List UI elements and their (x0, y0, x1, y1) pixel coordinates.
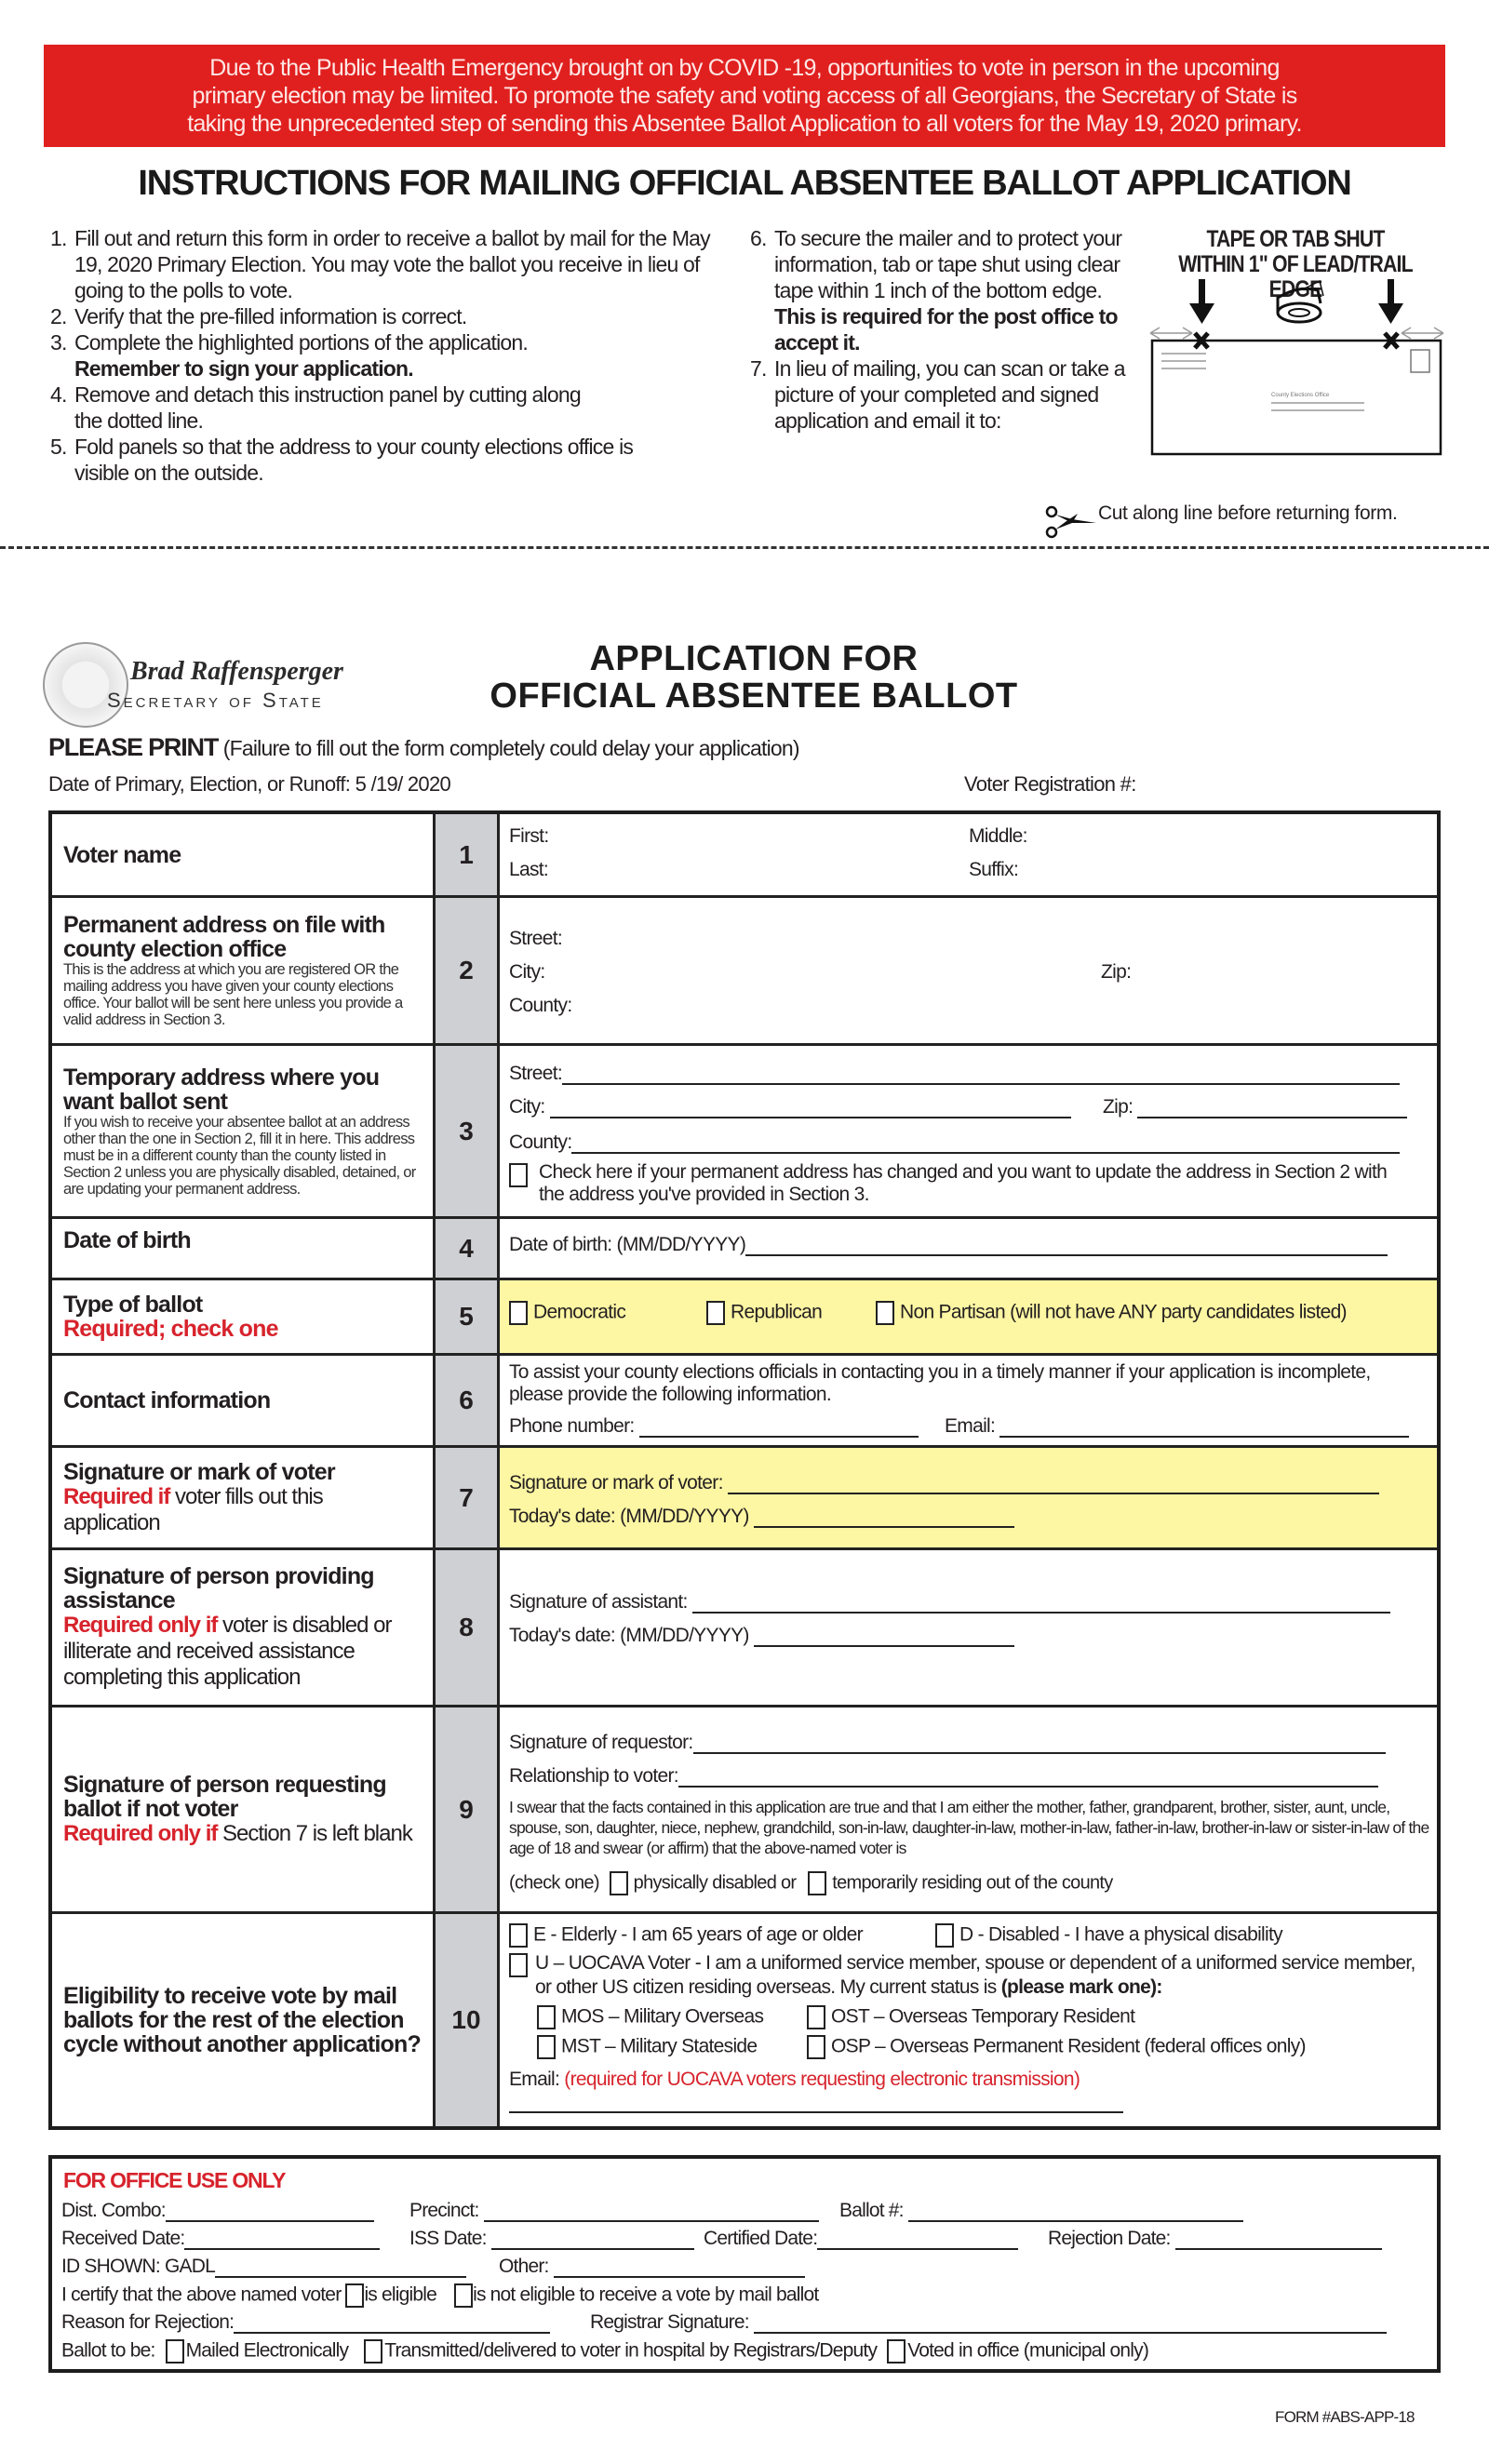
checkbox[interactable] (509, 1953, 528, 1977)
received-date-field[interactable]: Received Date: (61, 2228, 380, 2250)
perm-city-field[interactable]: City: (509, 961, 545, 983)
uocava-email-field[interactable] (509, 2093, 1123, 2113)
post-office-requirement: This is required for the post office to accept it. (774, 304, 1118, 355)
certified-date-field[interactable]: Certified Date: (704, 2228, 1018, 2250)
precinct-field[interactable]: Precinct: (409, 2200, 819, 2222)
instructions-right (750, 225, 1139, 434)
ost-option[interactable]: OST – Overseas Temporary Resident (807, 2005, 1134, 2029)
section-number: 8 (436, 1550, 500, 1705)
relationship-field[interactable]: Relationship to voter: (509, 1765, 1378, 1788)
section-requestor-signature: Signature of person requesting ballot if not voter Required only if Section 7 is left blank 9 Signature of requestor: Relationship to voter: I swear that the facts contained in this application are true and that I am either the mother, father, grandparent, brother, sister, aunt, uncle, spouse, son, daughter, niece, nephew, grandchild, son-in-law, daughter-in-law, mother-in-law, father-in-law, brother-in-law or sister-in-law of the age of 18 and swear (or affirm) that the above-named voter is (check one) physically disabled or temporarily residing out of the county (52, 1707, 1437, 1914)
section-eligibility (52, 1914, 1437, 2126)
checkbox[interactable] (537, 2005, 556, 2029)
banner-line: Due to the Public Health Emergency brought on by COVID -19, opportunities to vote in person in the upcoming (209, 55, 1280, 81)
requestor-signature-field[interactable]: Signature of requestor: (509, 1732, 1386, 1754)
update-address-checkbox-row: Check here if your permanent address has changed and you want to update the address in Section 2 with the address you've provided in Section 3. (509, 1161, 1412, 1206)
section-number: 2 (436, 898, 500, 1043)
instruction-step: 7. In lieu of mailing, you can scan or take a picture of your completed and signed application and email it to: (750, 356, 1125, 433)
section-number: 5 (436, 1280, 500, 1353)
checkbox[interactable] (509, 1923, 528, 1948)
section-number: 4 (436, 1219, 500, 1278)
instruction-step: 1. Fill out and return this form in order to receive a ballot by mail for the May 19, 2020 Primary Election. You may vote the ballot you receive in lieu of going to the polls to vote. (50, 226, 710, 302)
osp-option[interactable]: OSP – Overseas Permanent Resident (federal offices only) (807, 2035, 1306, 2059)
temp-city-field[interactable]: City: (509, 1096, 1071, 1118)
section-number: 3 (436, 1046, 500, 1216)
other-id-field[interactable]: Other: (499, 2256, 805, 2278)
checkbox[interactable] (537, 2035, 556, 2059)
instruction-step: 3. Complete the highlighted portions of the application. Remember to sign your application. (50, 330, 528, 381)
assistant-date-field[interactable]: Today's date: (MM/DD/YYYY) (509, 1625, 1014, 1647)
instruction-step: 5. Fold panels so that the address to your county elections office is visible on the outside. (50, 435, 634, 485)
rejection-date-field[interactable]: Rejection Date: (1048, 2228, 1382, 2250)
perm-county-field[interactable]: County: (509, 995, 572, 1016)
section-title: Voter name (63, 841, 181, 868)
voter-registration-field[interactable]: Voter Registration #: (964, 772, 1136, 796)
contact-description: To assist your county elections officials in contacting you in a timely manner if your application is incomplete, please provide the following information. (509, 1361, 1371, 1405)
voter-signature-field[interactable]: Signature or mark of voter: (509, 1472, 1379, 1494)
elderly-option[interactable]: E - Elderly - I am 65 years of age or older (509, 1923, 863, 1948)
election-date: Date of Primary, Election, or Runoff: 5 /19/ 2020 (48, 772, 451, 796)
section-title: Date of birth (63, 1227, 191, 1253)
id-shown-field[interactable]: ID SHOWN: GADL (61, 2256, 466, 2278)
mos-option[interactable]: MOS – Military Overseas (537, 2005, 763, 2029)
ballot-republican-option[interactable]: Republican (706, 1301, 822, 1325)
registrar-signature-field[interactable]: Registrar Signature: (590, 2311, 1387, 2334)
checkbox[interactable] (807, 2005, 825, 2029)
checkbox[interactable] (876, 1301, 894, 1325)
out-of-county-checkbox[interactable] (808, 1871, 826, 1895)
section-temporary-address (52, 1046, 1437, 1219)
sign-reminder: Remember to sign your application. (74, 356, 413, 381)
voter-date-field[interactable]: Today's date: (MM/DD/YYYY) (509, 1506, 1014, 1528)
last-name-field[interactable]: Last: (509, 859, 549, 880)
checkbox[interactable] (509, 1301, 528, 1325)
mst-option[interactable]: MST – Military Stateside (537, 2035, 757, 2059)
official-title: Secretary of State (107, 689, 324, 712)
tape-instruction-heading: TAPE OR TAB SHUT WITHIN 1" OF LEAD/TRAIL EDGE (1178, 226, 1413, 302)
ballot-democratic-option[interactable]: Democratic (509, 1301, 625, 1325)
uocava-email-note: (required for UOCAVA voters requesting electronic transmission) (564, 2069, 1080, 2090)
section-number: 10 (436, 1914, 500, 2126)
checkbox[interactable] (935, 1923, 954, 1948)
section-title: Temporary address where you want ballot sent (63, 1064, 380, 1115)
uocava-option[interactable]: U – UOCAVA Voter - I am a uniformed service member, spouse or dependent of a uniformed service member, or other US citizen residing overseas. My current status is (please mark one): (509, 1951, 1421, 2000)
envelope-diagram-icon (1141, 275, 1457, 462)
temp-county-field[interactable]: County: (509, 1132, 1400, 1154)
svg-text:County Elections Office: County Elections Office (1271, 393, 1330, 398)
section-voter-name (52, 814, 1437, 898)
section-permanent-address (52, 898, 1437, 1046)
instruction-step: 2. Verify that the pre-filled information is correct. (50, 304, 467, 328)
state-seal-icon (43, 642, 128, 728)
hospital-delivery-checkbox[interactable] (364, 2339, 382, 2364)
section-description: This is the address at which you are registered OR the mailing address you have given your county elections office. Your ballot will be sent here unless you provide a valid address in Section 3. (63, 961, 403, 1028)
middle-name-field[interactable]: Middle: (969, 825, 1027, 847)
official-name: Brad Raffensperger (130, 657, 343, 686)
requestor-status-options: (check one) physically disabled or temporarily residing out of the county (509, 1871, 1113, 1895)
required-note: Required; check one (63, 1316, 278, 1342)
section-number: 1 (436, 814, 500, 895)
required-note: Required only if (63, 1613, 218, 1638)
section-number: 6 (436, 1356, 500, 1445)
checkbox[interactable] (706, 1301, 725, 1325)
instruction-step: 4. Remove and detach this instruction panel by cutting along the dotted line. (50, 382, 581, 433)
application-form-table (48, 810, 1441, 2130)
mailed-electronically-checkbox[interactable] (166, 2339, 184, 2364)
temp-street-field[interactable]: Street: (509, 1063, 1400, 1085)
section-title: Type of ballot (63, 1292, 203, 1318)
uocava-email-label: Email: (required for UOCAVA voters requesting electronic transmission) (509, 2069, 1080, 2090)
ballot-nonpartisan-option[interactable]: Non Partisan (will not have ANY party candidates listed) (876, 1301, 1347, 1325)
suffix-field[interactable]: Suffix: (969, 859, 1019, 880)
office-use-title: FOR OFFICE USE ONLY (63, 2168, 286, 2192)
checkbox[interactable] (807, 2035, 825, 2059)
instruction-step: 6. To secure the mailer and to protect your information, tab or tape shut using clear tape within 1 inch of the bottom edge. This is required for the post office to accept it. (750, 226, 1122, 355)
rejection-reason-field[interactable]: Reason for Rejection: (61, 2311, 550, 2334)
perm-zip-field[interactable]: Zip: (1101, 961, 1132, 983)
update-address-checkbox[interactable] (509, 1163, 528, 1187)
section-title: Permanent address on file with county election office (63, 912, 385, 962)
ballot-delivery-options: Ballot to be: Mailed Electronically Transmitted/delivered to voter in hospital by Registrars/Deputy Voted in office (municipal only) (61, 2339, 1148, 2364)
banner-line: taking the unprecedented step of sending this Absentee Ballot Application to all voters for the May 19, 2020 primary. (187, 111, 1302, 137)
section-assistant-signature: Signature of person providing assistance Required only if voter is disabled or illiterate and received assistance completing this application 8 Signature of assistant: Today's date: (MM/DD/YYYY) (52, 1550, 1437, 1707)
eligibility-certification: I certify that the above named voter is eligible is not eligible to receive a vote by mail ballot (61, 2283, 818, 2308)
ballot-number-field[interactable]: Ballot #: (839, 2200, 1243, 2222)
covid-notice-banner (44, 45, 1445, 147)
required-note: Required only if (63, 1820, 218, 1846)
first-name-field[interactable]: First: (509, 825, 549, 847)
section-title: Contact information (63, 1387, 271, 1413)
section-date-of-birth (52, 1219, 1437, 1280)
section-description: If you wish to receive your absentee ballot at an address other than the one in Section 2, fill it in here. This address must be in a different county than the county listed in Section 2 unless you are physically disabled, detained, or are updating your permanent address. (63, 1113, 416, 1198)
required-note: Required if (63, 1483, 170, 1509)
cut-instruction: Cut along line before returning form. (1098, 502, 1398, 524)
voted-in-office-checkbox[interactable] (887, 2339, 905, 2364)
section-voter-signature: Signature or mark of voter Required if voter fills out this application 7 Signature or mark of voter: Today's date: (MM/DD/YYYY) (52, 1448, 1437, 1550)
phone-field[interactable]: Phone number: (509, 1415, 919, 1438)
section-contact (52, 1356, 1437, 1448)
dist-combo-field[interactable]: Dist. Combo: (61, 2200, 374, 2222)
please-print-note: PLEASE PRINT (Failure to fill out the form completely could delay your application) (48, 733, 799, 761)
section-ballot-type (52, 1280, 1437, 1356)
iss-date-field[interactable]: ISS Date: (409, 2228, 694, 2250)
section-title: Signature of person requesting ballot if not voter (63, 1771, 386, 1822)
requestor-oath: I swear that the facts contained in this application are true and that I am either the mother, father, grandparent, brother, sister, aunt, uncle, spouse, son, daughter, niece, nephew, grandchild, son-in-law, daughter-in-law, mother-in-law, father-in-law, brother-in-law or sister-in-law of the age of 18 and swear (or affirm) that the above-named voter is (509, 1798, 1429, 1857)
election-date-value: 5 /19/ 2020 (355, 772, 451, 796)
page-title: APPLICATION FOR OFFICIAL ABSENTEE BALLOT (490, 639, 1018, 716)
perm-street-field[interactable]: Street: (509, 928, 562, 949)
section-number: 7 (436, 1448, 500, 1547)
assistant-signature-field[interactable]: Signature of assistant: (509, 1591, 1390, 1614)
banner-line: primary election may be limited. To promote the safety and voting access of all Georgians, the Secretary of State is (192, 83, 1297, 109)
is-eligible-checkbox[interactable] (345, 2283, 364, 2308)
section-number: 9 (436, 1707, 500, 1911)
not-eligible-checkbox[interactable] (454, 2283, 473, 2308)
email-field[interactable]: Email: (945, 1415, 1409, 1438)
disabled-option[interactable]: D - Disabled - I have a physical disability (935, 1923, 1282, 1948)
section-title: Signature or mark of voter (63, 1458, 335, 1485)
temp-zip-field[interactable]: Zip: (1103, 1096, 1407, 1118)
office-use-section (48, 2155, 1441, 2373)
scissors-icon (1044, 504, 1098, 542)
instructions-left (50, 225, 739, 486)
cut-line-divider (0, 546, 1489, 549)
section-title: Signature of person providing assistance (63, 1563, 374, 1614)
form-number: FORM #ABS-APP-18 (1275, 2408, 1415, 2426)
physically-disabled-checkbox[interactable] (610, 1871, 628, 1895)
instructions-title: INSTRUCTIONS FOR MAILING OFFICIAL ABSENTEE BALLOT APPLICATION (138, 164, 1351, 203)
section-title: Eligibility to receive vote by mail ballots for the rest of the election cycle without another application? (63, 1983, 421, 2057)
date-of-birth-field[interactable]: Date of birth: (MM/DD/YYYY) (509, 1234, 1388, 1256)
